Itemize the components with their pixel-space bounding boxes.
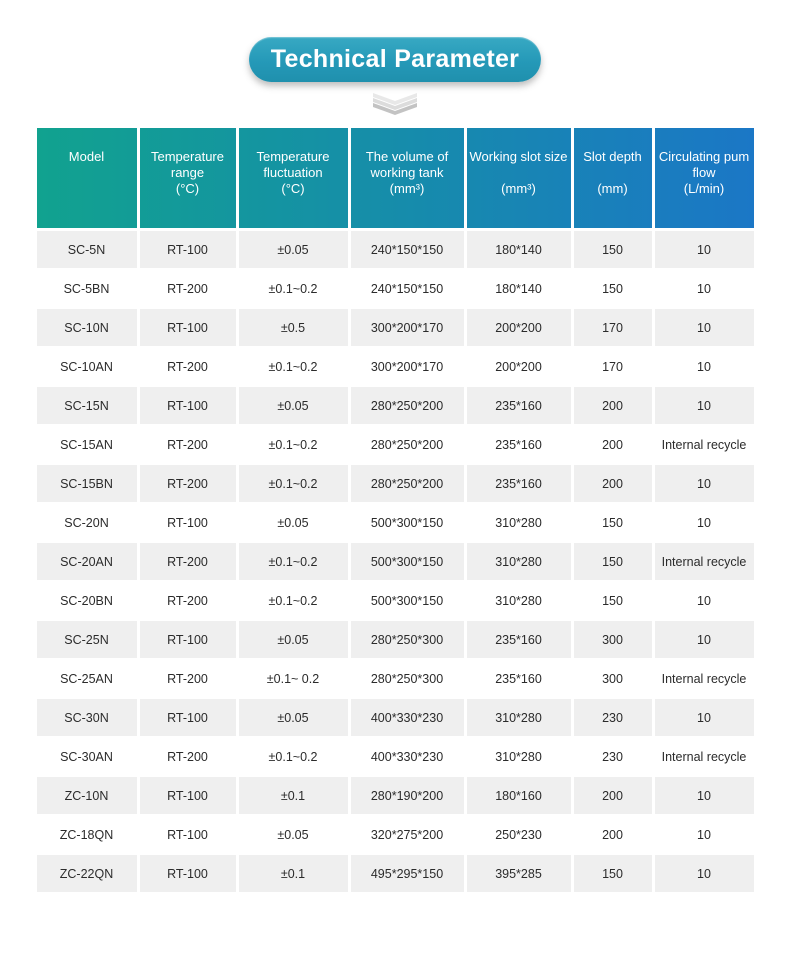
column-header: Model [37, 128, 140, 228]
column-header: Working slot size (mm³) [467, 128, 574, 228]
table-row [37, 699, 754, 736]
table-cell: 400*330*230 [351, 738, 467, 775]
table-cell: 230 [574, 699, 655, 736]
table-cell: Internal recycle [661, 437, 747, 452]
table-cell: RT-100 [140, 855, 239, 892]
table-cell: 10 [697, 593, 711, 608]
table-cell: RT-100 [140, 777, 239, 814]
table-cell: 10 [697, 710, 711, 725]
table-cell: SC-20N [37, 504, 140, 541]
table-cell: 10 [697, 515, 711, 530]
table-row [37, 309, 754, 346]
table-cell: 235*160 [467, 621, 574, 658]
table-cell: ±0.1~0.2 [239, 348, 351, 385]
table-cell: 235*160 [467, 660, 574, 697]
table-cell: 10 [697, 320, 711, 335]
table-cell: 150 [574, 582, 655, 619]
table-cell: SC-30N [37, 699, 140, 736]
table-cell: 495*295*150 [351, 855, 467, 892]
table-cell: ±0.05 [239, 231, 351, 268]
table-row [37, 231, 754, 268]
table-cell: SC-15AN [37, 426, 140, 463]
table-cell: SC-15BN [37, 465, 140, 502]
table-cell: ZC-10N [37, 777, 140, 814]
table-cell: RT-200 [140, 543, 239, 580]
table-cell: RT-100 [140, 231, 239, 268]
table-cell: 300*200*170 [351, 309, 467, 346]
table-cell: 320*275*200 [351, 816, 467, 853]
table-cell: ±0.05 [239, 504, 351, 541]
table-cell: SC-25N [37, 621, 140, 658]
table-cell: 500*300*150 [351, 504, 467, 541]
table-cell: SC-20AN [37, 543, 140, 580]
table-cell: 10 [697, 281, 711, 296]
table-cell: SC-20BN [37, 582, 140, 619]
table-cell: SC-10N [37, 309, 140, 346]
table-cell: ±0.1~0.2 [239, 582, 351, 619]
table-cell: SC-10AN [37, 348, 140, 385]
table-row [37, 621, 754, 658]
table-body [37, 231, 754, 892]
table-cell: ±0.1 [239, 855, 351, 892]
table-cell: 280*250*300 [351, 621, 467, 658]
table-cell: 150 [574, 855, 655, 892]
table-row [37, 504, 754, 541]
table-cell: 310*280 [467, 504, 574, 541]
table-cell: SC-5BN [37, 270, 140, 307]
table-cell: 400*330*230 [351, 699, 467, 736]
table-cell: 10 [697, 827, 711, 842]
table-cell: 180*140 [467, 270, 574, 307]
table-cell: 150 [574, 270, 655, 307]
table-cell: 200*200 [467, 309, 574, 346]
table-cell: 10 [697, 476, 711, 491]
table-cell: 235*160 [467, 387, 574, 424]
table-cell: RT-100 [140, 387, 239, 424]
table-cell: 200*200 [467, 348, 574, 385]
column-header: The volume of working tank (mm³) [351, 128, 467, 228]
table-row [37, 738, 754, 775]
table-cell: 280*250*300 [351, 660, 467, 697]
table-header-row [37, 128, 754, 228]
table-cell: 150 [574, 543, 655, 580]
table-cell: 10 [697, 398, 711, 413]
table-cell: 170 [574, 309, 655, 346]
table-cell: 240*150*150 [351, 231, 467, 268]
table-cell: ±0.1~0.2 [239, 465, 351, 502]
table-row [37, 387, 754, 424]
table-cell: RT-200 [140, 426, 239, 463]
table-cell: 235*160 [467, 426, 574, 463]
table-cell: 200 [574, 465, 655, 502]
table-cell: ±0.1~0.2 [239, 738, 351, 775]
table-cell: SC-30AN [37, 738, 140, 775]
table-cell: 280*250*200 [351, 387, 467, 424]
table-cell: RT-200 [140, 738, 239, 775]
table-cell: 280*190*200 [351, 777, 467, 814]
table-cell: ±0.05 [239, 621, 351, 658]
table-cell: 10 [697, 788, 711, 803]
table-cell: 200 [574, 777, 655, 814]
table-row [37, 777, 754, 814]
table-cell: ±0.1~0.2 [239, 426, 351, 463]
table-cell: 10 [697, 242, 711, 257]
table-cell: 310*280 [467, 738, 574, 775]
table-cell: Internal recycle [661, 671, 747, 686]
table-cell: RT-100 [140, 816, 239, 853]
table-row [37, 816, 754, 853]
table-cell: Internal recycle [661, 554, 747, 569]
table-cell: 235*160 [467, 465, 574, 502]
table-cell: ±0.05 [239, 699, 351, 736]
table-cell: SC-25AN [37, 660, 140, 697]
table-cell: RT-100 [140, 504, 239, 541]
table-cell: 10 [697, 632, 711, 647]
table-row [37, 543, 754, 580]
table-cell: ±0.1~0.2 [239, 543, 351, 580]
down-arrow-icon [372, 93, 418, 119]
table-cell: 500*300*150 [351, 543, 467, 580]
table-cell: ±0.05 [239, 387, 351, 424]
title-banner [249, 37, 541, 82]
table-cell: 280*250*200 [351, 465, 467, 502]
table-cell: RT-200 [140, 465, 239, 502]
table-cell: ±0.1~ 0.2 [239, 660, 351, 697]
table-row [37, 465, 754, 502]
table-cell: RT-100 [140, 309, 239, 346]
table-cell: 200 [574, 816, 655, 853]
table-cell: 10 [697, 866, 711, 881]
table-cell: 500*300*150 [351, 582, 467, 619]
table-cell: 200 [574, 387, 655, 424]
table-cell: RT-200 [140, 348, 239, 385]
table-cell: ZC-18QN [37, 816, 140, 853]
table-cell: 150 [574, 231, 655, 268]
table-cell: SC-15N [37, 387, 140, 424]
table-cell: 180*140 [467, 231, 574, 268]
table-cell: 310*280 [467, 582, 574, 619]
table-cell: 150 [574, 504, 655, 541]
table-cell: ±0.05 [239, 816, 351, 853]
table-cell: 250*230 [467, 816, 574, 853]
table-cell: RT-200 [140, 660, 239, 697]
table-cell: RT-100 [140, 699, 239, 736]
table-row [37, 582, 754, 619]
table-cell: 395*285 [467, 855, 574, 892]
table-row [37, 270, 754, 307]
technical-parameter-table [37, 128, 754, 892]
table-cell: 300 [574, 621, 655, 658]
table-cell: 230 [574, 738, 655, 775]
column-header: Slot depth (mm) [574, 128, 655, 228]
table-cell: ±0.1 [239, 777, 351, 814]
table-cell: 310*280 [467, 699, 574, 736]
table-cell: SC-5N [37, 231, 140, 268]
column-header: Circulating pum flow (L/min) [658, 149, 750, 196]
table-cell: 300*200*170 [351, 348, 467, 385]
table-cell: RT-100 [140, 621, 239, 658]
table-row [37, 855, 754, 892]
table-row [37, 426, 754, 463]
table-cell: Internal recycle [661, 749, 747, 764]
table-cell: 10 [697, 359, 711, 374]
table-cell: ZC-22QN [37, 855, 140, 892]
table-cell: 200 [574, 426, 655, 463]
table-cell: RT-200 [140, 270, 239, 307]
table-cell: ±0.1~0.2 [239, 270, 351, 307]
page-title: Technical Parameter [270, 45, 520, 73]
table-cell: 170 [574, 348, 655, 385]
table-cell: RT-200 [140, 582, 239, 619]
column-header: Temperature fluctuation (°C) [239, 128, 351, 228]
table-cell: 310*280 [467, 543, 574, 580]
column-header: Temperature range (°C) [140, 128, 239, 228]
table-row [37, 348, 754, 385]
table-cell: 240*150*150 [351, 270, 467, 307]
table-cell: ±0.5 [239, 309, 351, 346]
table-cell: 300 [574, 660, 655, 697]
table-cell: 280*250*200 [351, 426, 467, 463]
table-row [37, 660, 754, 697]
table-cell: 180*160 [467, 777, 574, 814]
